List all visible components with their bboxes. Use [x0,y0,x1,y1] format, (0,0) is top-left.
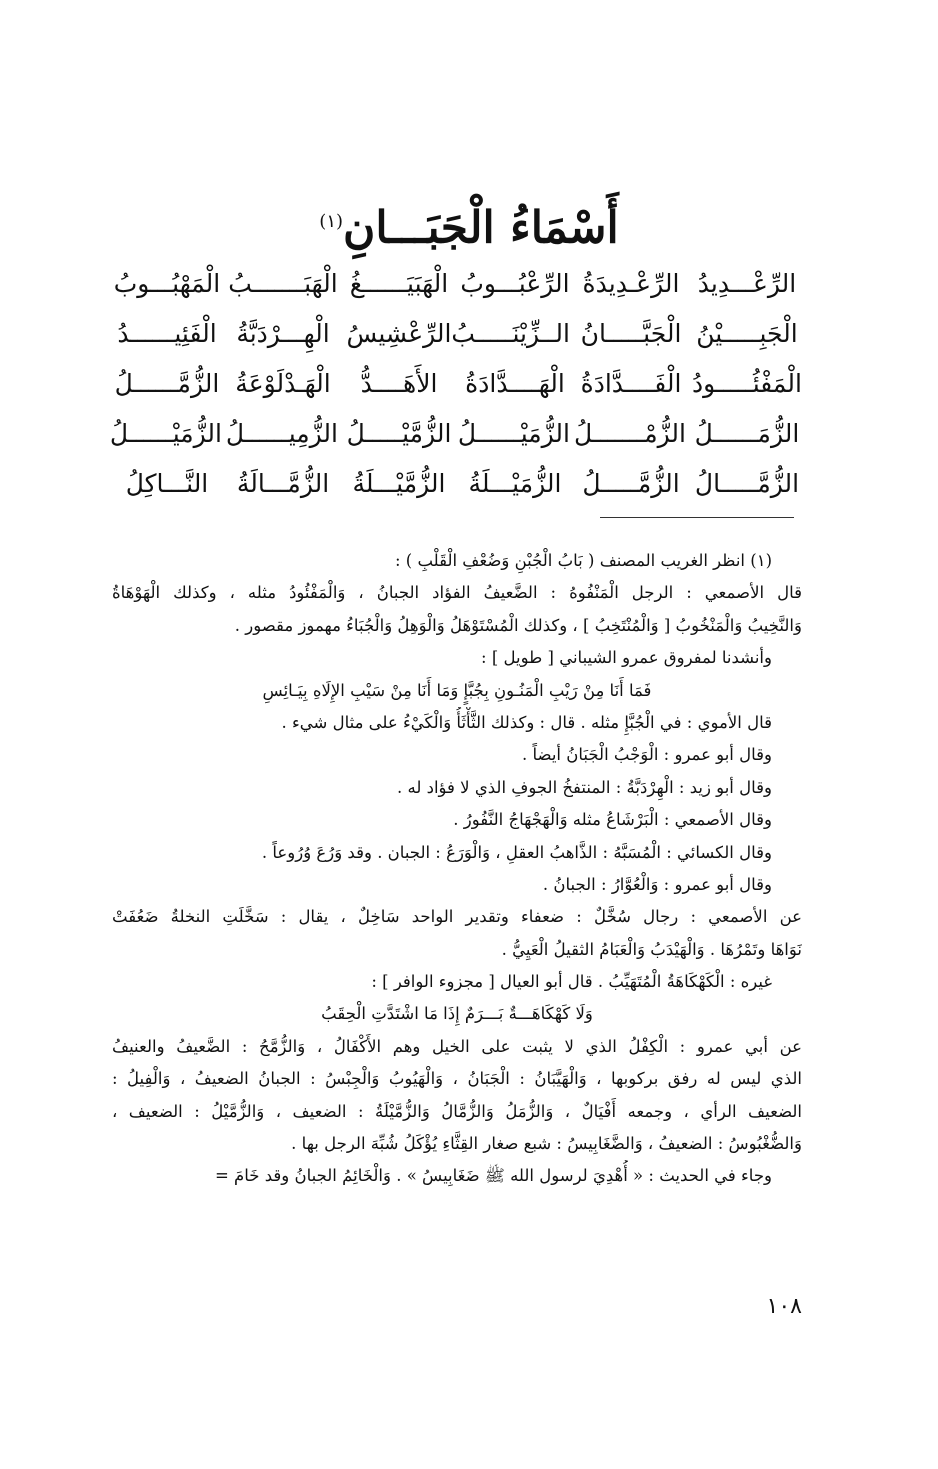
grid-word: الأَهَــــدُّ [360,368,438,398]
word-grid [109,258,802,508]
grid-word: الرِّعْـــدِيدُ [697,268,797,298]
grid-word: الزُّمَيْــــــلُ [457,418,570,448]
footnote-line: وقال أبو عمرو : الْوَجْبُ الْجَبَانُ أيضاً . [522,745,772,765]
grid-word: الْفَــــدَّادَةُ [580,368,682,398]
footnote-line: قال الأصمعي : الرجل الْمَنْفُوهُ : الضَّعيفُ الفؤاد الجبانُ ، وَالْمَفْئُودُ مثله ، وكذلك الْهَوْهَاةُ [112,583,802,603]
footnote-line: وجاء في الحديث : « أُهْدِيَ لرسول الله ﷺ ضَغَابِيسُ » . وَالْخَائِمُ الجبانُ وقد خَامَ = [214,1166,772,1186]
footnote-line: وَالضُّغْبُوسُ : الضعيفُ ، وَالضَّغَابِيسُ : شبع صغار القِثَّاءِ يُؤْكَلُ شُبِّهَ الرجل بها . [291,1134,802,1154]
grid-word: الزُّمَّـــالَةُ [236,468,330,498]
footnote-line: عن الأصمعي : رجال سُخَّلٌ : ضعفاء وتقدير الواحد سَاخِلٌ ، يقال : سَخَّلَتِ النخلةُ ضَعُفَتْ [112,907,802,927]
grid-word: الْهَــــدَّادَةُ [465,368,565,398]
footnote-line: وقال الكسائي : الْمُسَبَّهُ : الذَّاهبُ العقلِ ، وَالْوَرَعُ : الجبان . وقد وَرُعَ وُرُوعاً . [261,842,772,862]
grid-word: الرِّعْبُـــوبُ [460,268,570,298]
grid-word: الزُّمَّـــــلُ [582,468,680,498]
grid-word: الْجَبَّـــــانُ [580,318,682,348]
grid-word: الْجَبِـــــيْنُ [696,318,798,348]
footnote-line: وقال أبو زيد : الْهِرْدَبَّةُ : المنتفخُ الجوفِ الذي لا فؤاد له . [396,777,772,797]
footnote-line: وقال الأصمعي : الْبَرْشَاعُ مثله وَالْهَجْهَاجُ النَّفُورُ . [453,810,772,830]
grid-word: الزُّمْـــــــلُ [574,418,686,448]
grid-word: الزُّمَّيْـــلَةُ [352,468,446,498]
footnote-line: الذي ليس له رفق بركوبها ، وَالْهَيَّبَانُ : الْجَبَانُ ، وَالْهَيُوبُ وَالْجِبْسُ : الجبانُ الضعيفُ ، وَالْفِيلُ : [112,1069,802,1089]
grid-word: الْمَهْبُـــوبُ [113,268,221,298]
grid-word: الْهَبَـــــــبُ [228,268,338,298]
footnote-line: نَوَاهَا وتَمْرُهَا . وَالْهَيْدَبُ وَالْعَبَامُ الثقيلُ الْعَيِيُّ . [501,939,802,959]
grid-word: الْهِـــرْدَبَّةُ [236,318,330,348]
grid-word: الْهَـدْلَوْعَةُ [235,368,331,398]
grid-word: الزُّمِيــــــلُ [225,418,338,448]
grid-word: الزُّمَّيْـــــلُ [346,418,452,448]
grid-word: الزُّمَــــــلُ [694,418,800,448]
title-text: أَسْمَاءُ الْجَبَـــانِ [343,202,619,254]
footnote-line: الضعيف الرأي ، وجمعه أَفْيَالٌ ، وَالزُّمَلُ وَالزُّمَّالُ وَالزُّمَّيْلَةُ : الضعيف ، وَالزُّمَّيْلُ : الضعيف ، [112,1101,802,1121]
grid-word: الزُّمَيْـــلَةُ [468,468,562,498]
grid-word: الرِّعْشِيسُ [346,318,452,348]
page-number: ١٠٨ [766,1294,802,1319]
word-row [112,308,802,358]
footnote-line: (١) انظر الغريب المصنف ( بَابُ الْجُبْنِ وَضُعْفِ الْقَلْبِ ) : [394,551,772,570]
footnote-line: وَلَا كَهْكَاهَـــةٌ بَـــرَمٌ إِذَا مَا اشْتَدَّتِ الْحِقَبُ [321,1004,593,1024]
footnotes-section [112,545,802,1193]
footnote-line: غيره : الْكَهْكَاهَةُ الْمُتَهَيِّبُ . قال أبو العيال [ مجزوء الوافر ] : [371,972,772,992]
grid-word: الزُّمَيْــــــلُ [109,418,222,448]
word-row [112,258,802,308]
grid-word: الزُّمَّـــــالُ [694,468,800,498]
footnote-line: فَمَا أَنَا مِنْ رَيْبِ الْمَنُـونِ بِجُبَّإٍ وَمَا أَنَا مِنْ سَيْبِ الإِلَاهِ بِيَـائِسِ [262,680,652,700]
footnote-line: عن أبي عمرو : الْكِفْلُ الذي لا يثبت على الخيل وهم الأَكْفَالُ ، وَالزُّمَّحُ : الضَّعيفُ والعنيفُ [112,1036,802,1056]
footnote-separator [600,517,794,518]
word-row [112,358,802,408]
footnote-line: وَالنَّخِيبُ وَالْمَنْخُوبُ [ وَالْمُنْتَخِبُ ] ، وكذلك الْمُسْتَوْهَلُ وَالْوَهِلُ وَالْجُبَاءُ مهموز مقصور . [234,615,802,635]
page-title [0,192,938,259]
grid-word: الْمَفْئُـــــودُ [692,368,802,398]
grid-word: النَّـــاكِلُ [125,468,209,498]
grid-word: الْهَبَيَــــــغُ [349,268,449,298]
footnote-line: وقال أبو عمرو : وَالْعُوَّارُ : الجبانُ . [542,874,772,894]
footnote-ref: (١) [319,211,344,232]
grid-word: الرِّعْـدِيدَةُ [582,268,680,298]
footnote-line: قال الأموي : في الْجُبَّإِ مثله . قال : وكذلك الثَّأْثَأُ وَالْكَيْءُ على مثال شيء . [281,712,772,732]
grid-word: الْفَئِيــــــدُ [117,318,217,348]
grid-word: الزُّمَّــــــلُ [114,368,220,398]
grid-word: الــزِّيْنَـــــبُ [451,318,570,348]
word-row [109,408,802,458]
footnote-line: وأنشدنا لمفروق عمرو الشيباني [ طويل ] : [481,648,772,668]
word-row [112,458,802,508]
